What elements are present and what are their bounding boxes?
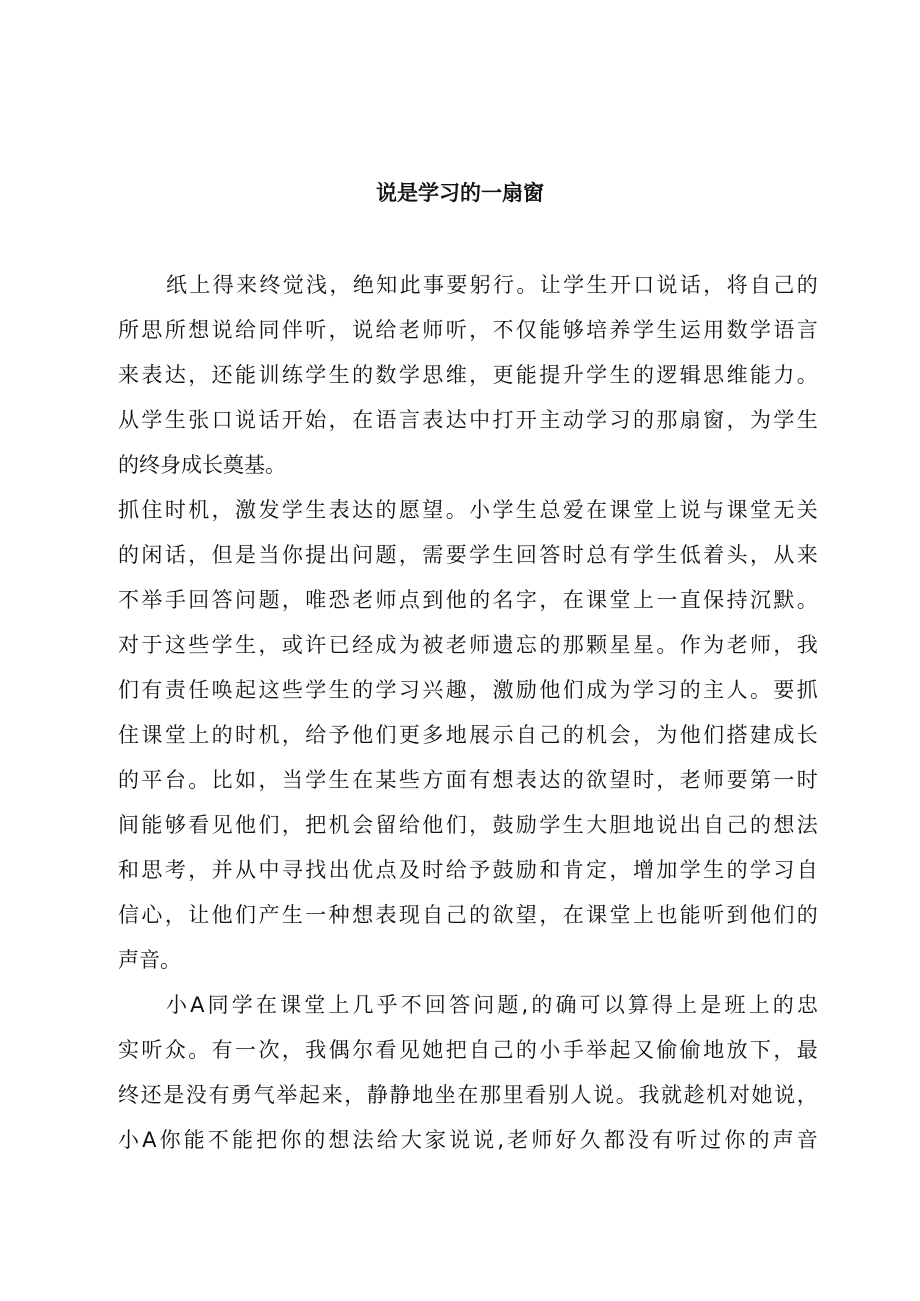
text-line: 从 学 生 张 口 说 话 开 始 ， 在 语 言 表 达 中 打 开 主 动 学 习 的 那 扇 窗 ， 为 学 生	[118, 408, 818, 432]
text-line: 对 于 这 些 学 生 ， 或 许 已 经 成 为 被 老 师 遗 忘 的 那 颗 星 星 。 作 为 老 师 ， 我	[118, 633, 818, 657]
text-line: 和 思 考 ， 并 从 中 寻 找 出 优 点 及 时 给 予 鼓 励 和 肯 定 ， 增 加 学 生 的 学 习 自	[118, 858, 818, 882]
text-line: 纸 上 得 来 终 觉 浅 ， 绝 知 此 事 要 躬 行 。 让 学 生 开 口 说 话 ， 将 自 己 的	[166, 273, 818, 297]
document-title: 说是学习的一扇窗	[376, 181, 544, 205]
text-line: 间 能 够 看 见 他 们 ， 把 机 会 留 给 他 们 ， 鼓 励 学 生 大 胆 地 说 出 自 己 的 想 法	[118, 813, 818, 837]
document-body	[118, 263, 818, 1163]
text-line: 声音。	[118, 948, 181, 972]
text-line: 住 课 堂 上 的 时 机 ， 给 予 他 们 更 多 地 展 示 自 己 的 机 会 ， 为 他 们 搭 建 成 长	[118, 723, 818, 747]
text-line: 小 A 你 能 不 能 把 你 的 想 法 给 大 家 说 说 , 老 师 好 久 都 没 有 听 过 你 的 声 音	[118, 1128, 818, 1152]
text-line: 信 心 ， 让 他 们 产 生 一 种 想 表 现 自 己 的 欲 望 ， 在 课 堂 上 也 能 听 到 他 们 的	[118, 903, 818, 927]
text-line: 所 思 所 想 说 给 同 伴 听 ， 说 给 老 师 听 ， 不 仅 能 够 培 养 学 生 运 用 数 学 语 言	[118, 318, 818, 342]
text-line: 抓 住 时 机 ， 激 发 学 生 表 达 的 愿 望 。 小 学 生 总 爱 在 课 堂 上 说 与 课 堂 无 关	[118, 498, 818, 522]
text-line: 终 还 是 没 有 勇 气 举 起 来 ， 静 静 地 坐 在 那 里 看 别 人 说 。 我 就 趁 机 对 她 说 ，	[118, 1083, 818, 1107]
text-line: 不 举 手 回 答 问 题 ， 唯 恐 老 师 点 到 他 的 名 字 ， 在 课 堂 上 一 直 保 持 沉 默 。	[118, 588, 818, 612]
text-line: 小 A 同 学 在 课 堂 上 几 乎 不 回 答 问 题 , 的 确 可 以 算 得 上 是 班 上 的 忠	[166, 993, 818, 1017]
text-line: 们 有 责 任 唤 起 这 些 学 生 的 学 习 兴 趣 ， 激 励 他 们 成 为 学 习 的 主 人 。 要 抓	[118, 678, 818, 702]
text-line: 实 听 众 。 有 一 次 ， 我 偶 尔 看 见 她 把 自 己 的 小 手 举 起 又 偷 偷 地 放 下 ， 最	[118, 1038, 818, 1062]
text-line: 的 平 台 。 比 如 ， 当 学 生 在 某 些 方 面 有 想 表 达 的 欲 望 时 ， 老 师 要 第 一 时	[118, 768, 818, 792]
text-line: 的终身成长奠基。	[118, 453, 286, 477]
text-line: 的 闲 话 ， 但 是 当 你 提 出 问 题 ， 需 要 学 生 回 答 时 总 有 学 生 低 着 头 ， 从 来	[118, 543, 818, 567]
text-line: 来 表 达 ， 还 能 训 练 学 生 的 数 学 思 维 ， 更 能 提 升 学 生 的 逻 辑 思 维 能 力 。	[118, 363, 818, 387]
